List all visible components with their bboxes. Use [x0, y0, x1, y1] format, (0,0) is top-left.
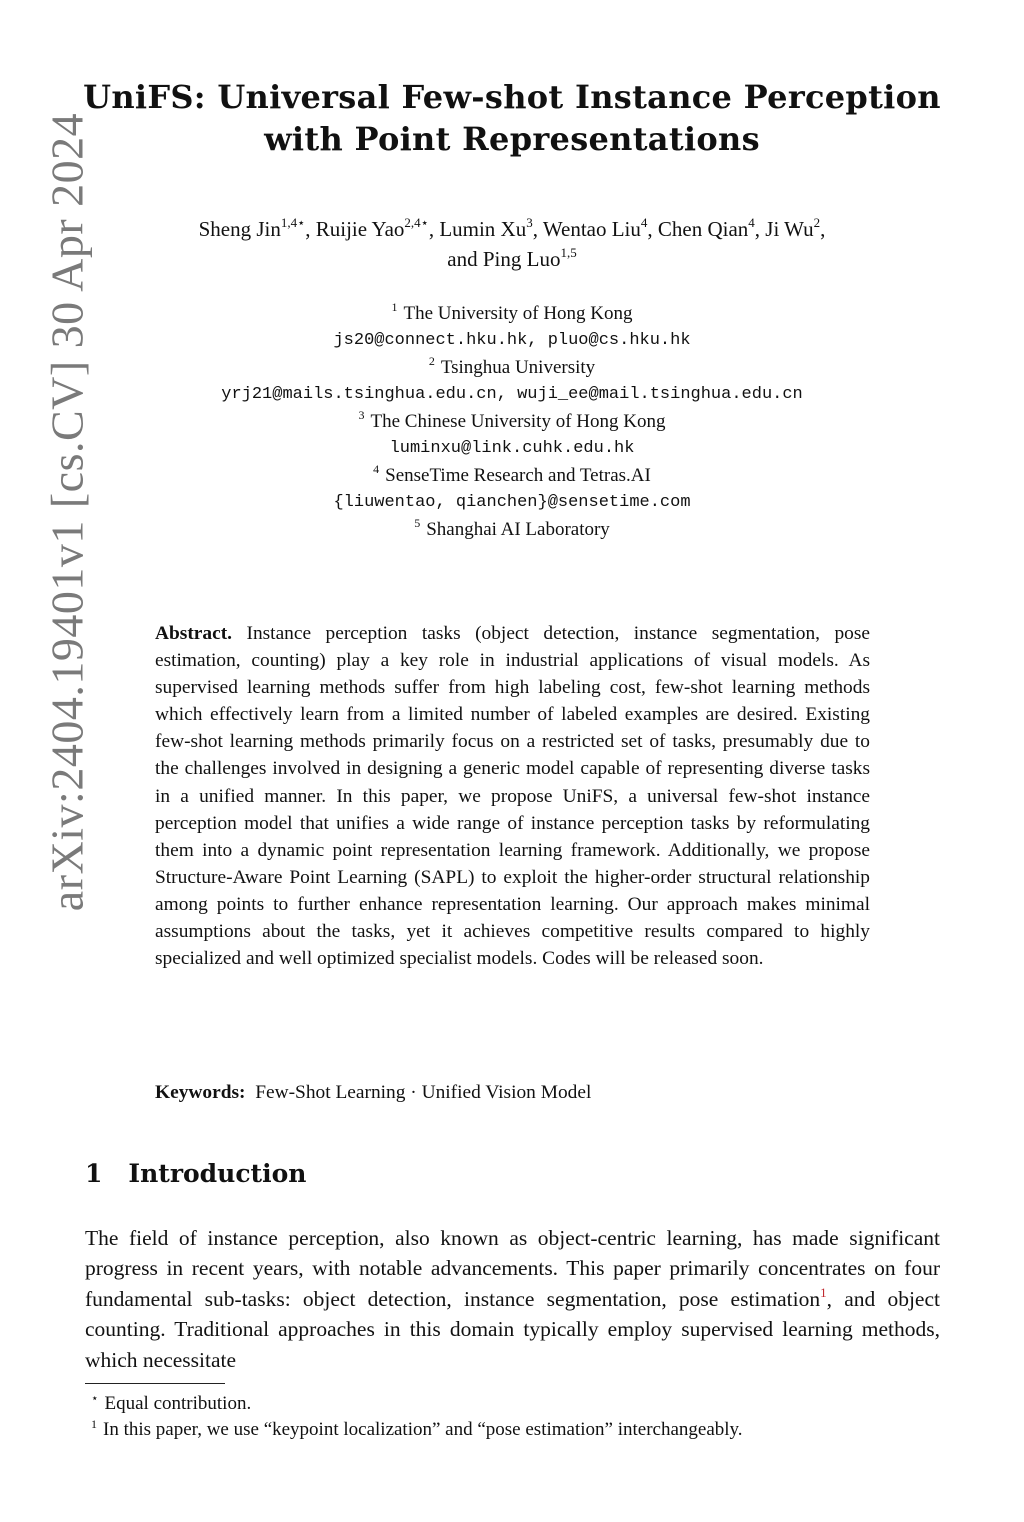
intro-text-part-2: , and object counting. Traditional approaches in this domain typically employ supervised learning methods, which necessitate [85, 1286, 940, 1372]
section-number: 1 [85, 1159, 103, 1188]
intro-paragraph [85, 1223, 940, 1375]
paper-title [80, 76, 944, 160]
affiliation-2 [60, 354, 964, 381]
affiliation-name: Tsinghua University [440, 357, 596, 378]
affiliation-name: Shanghai AI Laboratory [426, 519, 610, 540]
footnote-text: Equal contribution. [104, 1393, 252, 1414]
abstract [155, 620, 870, 972]
affiliation-list [60, 300, 964, 543]
affiliation-3 [60, 408, 964, 435]
author-affil-marker: 3 [526, 215, 533, 230]
affiliation-name: SenseTime Research and Tetras.AI [385, 465, 651, 486]
author-separator: , [647, 217, 658, 241]
section-heading [85, 1156, 306, 1192]
footnote-reference-link[interactable]: 1 [820, 1284, 827, 1300]
affiliation-4-email: {liuwentao, qianchen}@sensetime.com [333, 493, 691, 512]
author-affil-marker: 2,4⋆ [404, 215, 429, 230]
author-line-1 [60, 214, 964, 244]
abstract-label: Abstract. [155, 623, 233, 644]
author-conjunction: and [447, 247, 483, 271]
author-affil-marker: 1,5 [560, 245, 577, 260]
affiliation-number: 5 [414, 516, 421, 530]
author-name: Ping Luo [482, 247, 561, 271]
author-name: Ji Wu [765, 217, 814, 241]
arxiv-identifier-stamp: arXiv:2404.19401v1 [cs.CV] 30 Apr 2024 [41, 112, 93, 912]
affiliation-4 [60, 462, 964, 489]
footnote-text: In this paper, we use “keypoint localization” and “pose estimation” interchangeably. [103, 1419, 743, 1440]
author-affil-marker: 2 [813, 215, 821, 230]
keywords [155, 1079, 870, 1107]
author-affil-marker: 4 [640, 215, 648, 230]
affiliation-5 [60, 516, 964, 543]
author-separator: , [820, 217, 826, 241]
affiliation-number: 1 [391, 300, 398, 314]
footnote-1 [85, 1417, 955, 1443]
affiliation-1-email: js20@connect.hku.hk, pluo@cs.hku.hk [333, 331, 691, 350]
keywords-label: Keywords: [155, 1082, 246, 1103]
footnotes [85, 1391, 955, 1443]
affiliation-name: The University of Hong Kong [403, 303, 633, 324]
author-affil-marker: 4 [748, 215, 755, 230]
footnote-mark: 1 [91, 1417, 97, 1431]
author-separator: , [532, 217, 543, 241]
author-separator: , [428, 217, 440, 241]
author-list [60, 214, 964, 274]
author-name: Chen Qian [657, 217, 749, 241]
affiliation-1 [60, 300, 964, 327]
footnote-equal-contribution [85, 1391, 955, 1417]
author-name: Wentao Liu [542, 217, 641, 241]
author-name: Sheng Jin [198, 217, 281, 241]
footnote-divider [85, 1383, 225, 1384]
author-separator: , [754, 217, 766, 241]
affiliation-number: 3 [358, 408, 365, 422]
title-line-1: UniFS: Universal Few-shot Instance Perception [83, 78, 941, 116]
keywords-text: Few-Shot Learning · Unified Vision Model [255, 1082, 592, 1103]
abstract-text: Instance perception tasks (object detection, instance segmentation, pose estimation, counting) play a key role in industrial applications of visual models. As supervised learning methods suffer from high labeling cost, few-shot learning methods which effectively learn from a limited number of labeled examples are desired. Existing few-shot learning methods primarily focus on a restricted set of tasks, presumably due to the challenges involved in designing a generic model capable of representing diverse tasks in a unified manner. In this paper, we propose UniFS, a universal few-shot instance perception model that unifies a wide range of instance perception tasks by reformulating them into a dynamic point representation learning framework. Additionally, we propose Structure-Aware Point Learning (SAPL) to exploit the higher-order structural relationship among points to further enhance representation learning. Our approach makes minimal assumptions about the tasks, yet it achieves competitive results compared to highly specialized and well optimized specialist models. Codes will be released soon. [155, 623, 870, 970]
affiliation-3-email: luminxu@link.cuhk.edu.hk [389, 439, 635, 458]
author-name: Lumin Xu [439, 217, 527, 241]
section-title: Introduction [128, 1159, 307, 1188]
affiliation-number: 4 [373, 462, 380, 476]
affiliation-name: The Chinese University of Hong Kong [370, 411, 666, 432]
intro-text-part-1: The field of instance perception, also known as object-centric learning, has made significant progress in recent years, with notable advancements. This paper primarily concentrates on four fundamental sub-tasks: object detection, instance segmentation, pose estimation [85, 1226, 940, 1311]
author-line-2 [60, 244, 964, 274]
author-affil-marker: 1,4⋆ [280, 215, 306, 230]
affiliation-2-email: yrj21@mails.tsinghua.edu.cn, wuji_ee@mail.tsinghua.edu.cn [221, 385, 803, 404]
affiliation-number: 2 [428, 354, 435, 368]
author-name: Ruijie Yao [315, 217, 405, 241]
title-line-2: with Point Representations [264, 120, 760, 158]
author-separator: , [305, 217, 316, 241]
footnote-mark: ⋆ [91, 1391, 99, 1405]
